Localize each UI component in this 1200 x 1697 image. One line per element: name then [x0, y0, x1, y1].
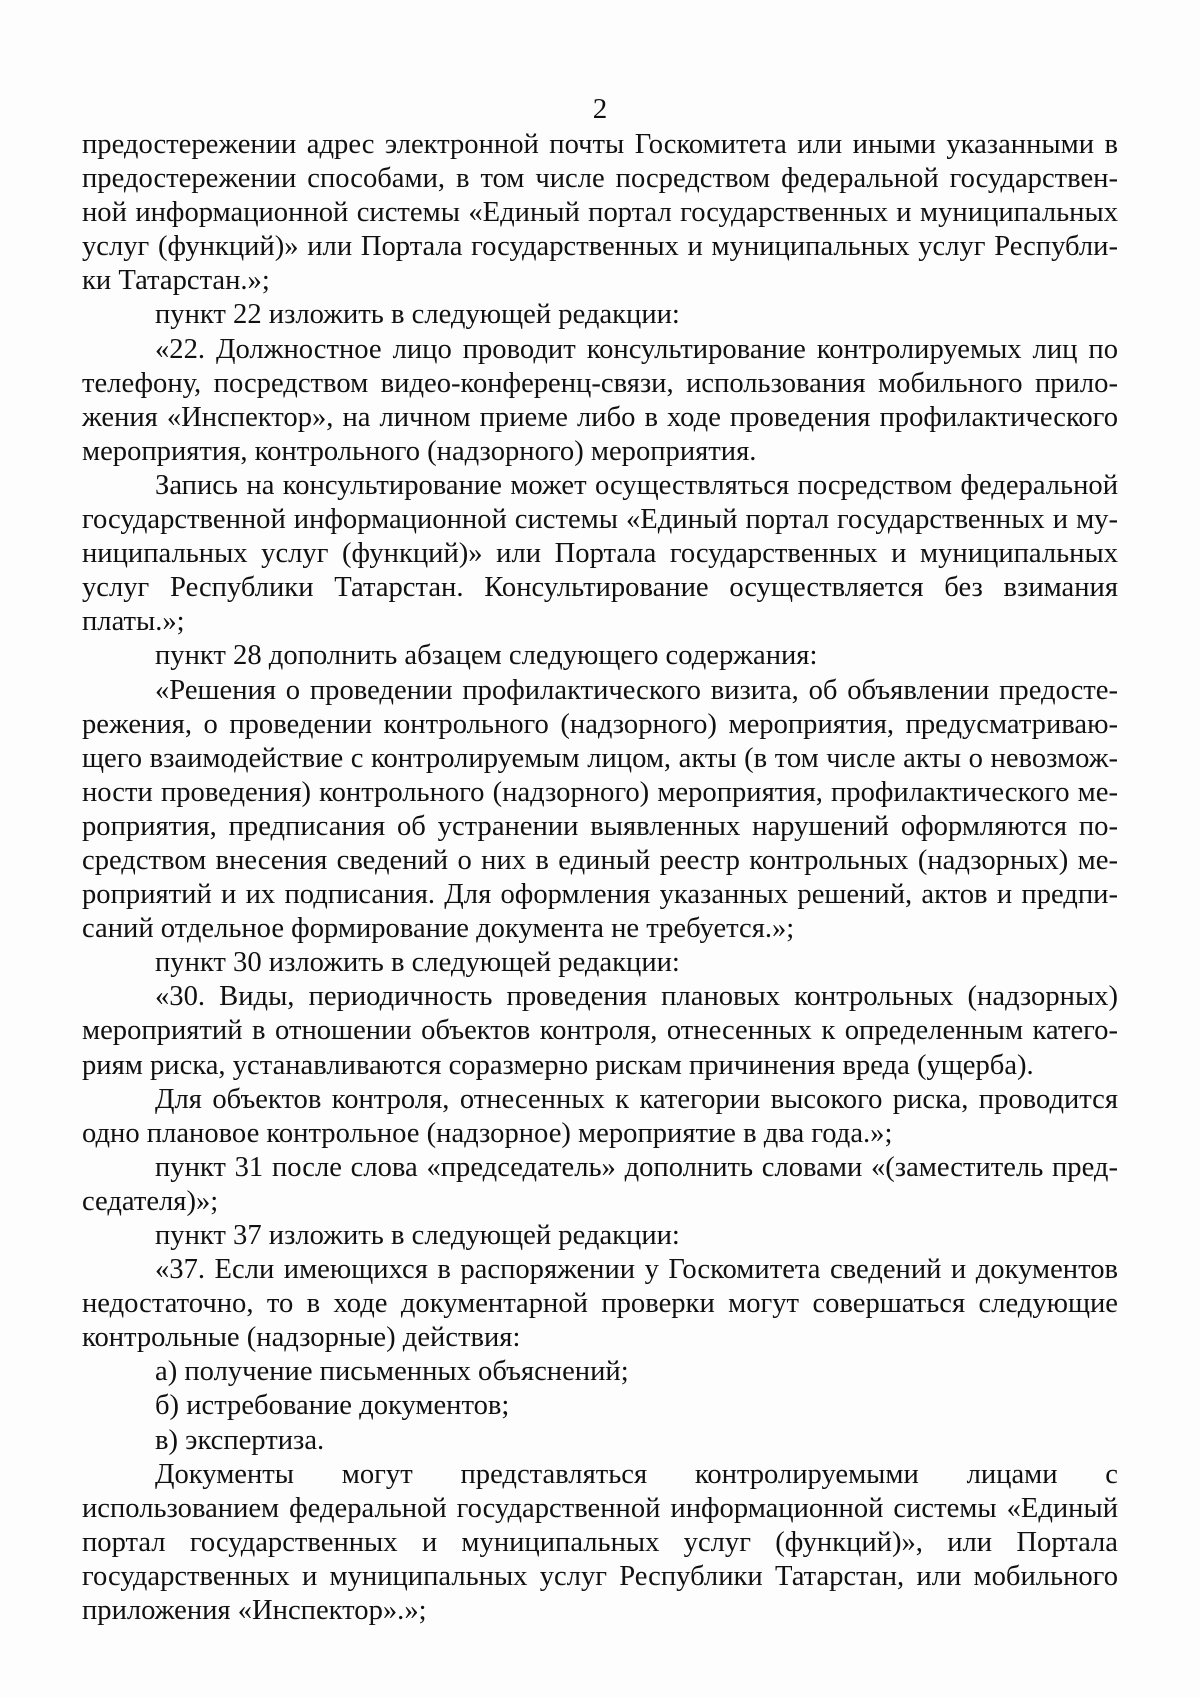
paragraph: пункт 22 изложить в следующей редакции:	[155, 299, 680, 331]
list-item: а) получение письменных объяснений;	[155, 1356, 629, 1388]
paragraph: пункт 31 после слова «председатель» дополнить словами «(заместитель председателя)»;	[82, 1151, 1118, 1217]
paragraph: предостережении адрес электронной почты Госкомитета или иными указанными в предостережении способами, в том числе посредством федеральной государственной информационной системы «Единый портал государственных и муниципальных услуг (функций)» или Портала государственных и муниципальных услуг Республики Татарстан.»;	[82, 129, 1118, 297]
paragraph: Для объектов контроля, отнесенных к категории высокого риска, проводится одно плановое контрольное (надзорное) мероприятие в два года.»;	[82, 1083, 1118, 1149]
page-number: 2	[592, 93, 608, 125]
list-item: б) истребование документов;	[155, 1390, 510, 1422]
document-body	[82, 128, 1118, 1628]
paragraph: пункт 30 изложить в следующей редакции:	[155, 947, 680, 979]
paragraph: пункт 37 изложить в следующей редакции:	[155, 1220, 680, 1251]
paragraph: «37. Если имеющихся в распоряжении у Госкомитета сведений и документов недостаточно, то в ходе документарной проверки могут совершаться следующие контрольные (надзорные) действия:	[82, 1254, 1118, 1354]
list-item: в) экспертиза.	[155, 1424, 325, 1456]
paragraph: «Решения о проведении профилактического визита, об объявлении предостережения, о проведении контрольного (надзорного) мероприятия, предусматривающего взаимодействие с контролируемым лицом, акты (в том числе акты о невозможности проведения) контрольного (надзорного) мероприятия, профилактического мероприятия, предписания об устранении выявленных нарушений оформляются посредством внесения сведений о них в единый реестр контрольных (надзорных) мероприятий и их подписания. Для оформления указанных решений, актов и предписаний отдельное формирование документа не требуется.»;	[82, 674, 1118, 945]
paragraph: «22. Должностное лицо проводит консультирование контролируемых лиц по телефону, посредством видео-конференц-связи, использования мобильного приложения «Инспектор», на личном приеме либо в ходе проведения профилактического мероприятия, контрольного (надзорного) мероприятия.	[82, 333, 1118, 467]
paragraph: «30. Виды, периодичность проведения плановых контрольных (надзорных) мероприятий в отношении объектов контроля, отнесенных к определенным категориям риска, устанавливаются соразмерно рискам причинения вреда (ущерба).	[82, 981, 1118, 1081]
paragraph: пункт 28 дополнить абзацем следующего содержания:	[155, 640, 818, 672]
paragraph: Запись на консультирование может осуществляться посредством федеральной государственной информационной системы «Единый портал государственных и муниципальных услуг (функций)» или Портала государственных и муниципальных услуг Республики Татарстан. Консультирование осуществляется без взимания платы.»;	[82, 469, 1118, 638]
paragraph: Документы могут представляться контролируемыми лицами с использованием федеральной государственной информационной системы «Единый портал государственных и муниципальных услуг (функций)», или Портала государственных и муниципальных услуг Республики Татарстан, или мобильного приложения «Инспектор».»;	[82, 1458, 1118, 1627]
